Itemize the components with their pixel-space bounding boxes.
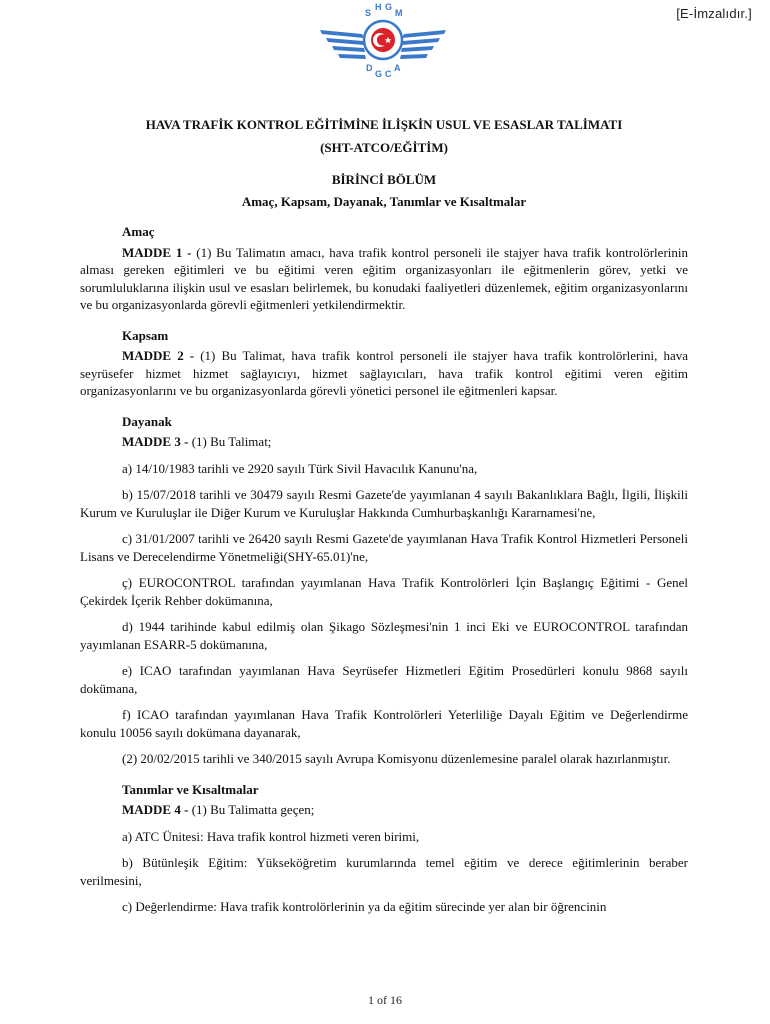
article-4 — [80, 801, 688, 819]
article-3-item: c) 31/01/2007 tarihli ve 26420 sayılı Resmi Gazete'de yayımlanan Hava Trafik Kontrol Hizmetleri Personeli Lisans ve Derecelendirme Yönetmeliği(SHY-65.01)'ne, — [80, 531, 688, 564]
logo-letter: H — [375, 2, 382, 12]
logo-letter: G — [375, 69, 383, 79]
article-3-item: e) ICAO tarafından yayımlanan Hava Seyrüsefer Hizmetleri Eğitim Prosedürleri konulu 9868 sayılı dokümana, — [80, 663, 688, 696]
page-number: 1 of 16 — [368, 993, 402, 1007]
logo-letter: A — [394, 63, 401, 73]
document-body — [80, 116, 688, 916]
shgm-dgca-logo — [318, 2, 448, 84]
article-2-text: (1) Bu Talimat, hava trafik kontrol personeli ile stajyer hava trafik kontrolörlerini, hava seyrüsefer hizmet hizmet sağlayıcıyı, hizmet sağlayıcıları, hava trafik kontrol eğitimi veren eğitim organizasyonlarını ve bu organizasyonlarda görevli yönetici personel ile eğitmenleri kapsar. — [80, 348, 688, 398]
article-2 — [80, 347, 688, 400]
logo-letter: S — [365, 8, 372, 18]
heading-tanimlar: Tanımlar ve Kısaltmalar — [122, 781, 259, 797]
article-3-text: (1) Bu Talimat; — [188, 434, 272, 449]
section-subtitle: Amaç, Kapsam, Dayanak, Tanımlar ve Kısaltmalar — [241, 193, 527, 209]
logo-letter: D — [366, 63, 373, 73]
article-1 — [80, 244, 688, 314]
article-4-item: b) Bütünleşik Eğitim: Yükseköğretim kurumlarında temel eğitim ve derece eğitimlerinin beraber verilmesini, — [80, 855, 688, 888]
article-1-label: MADDE 1 - — [122, 244, 192, 260]
logo-letter: C — [385, 69, 392, 79]
e-signature-stamp: [E-İmzalıdır.] — [676, 6, 752, 21]
article-3-item: d) 1944 tarihinde kabul edilmiş olan Şikago Sözleşmesi'nin 1 inci Eki ve EUROCONTROL tarafından yayımlanan ESARR-5 dokümanına, — [80, 619, 688, 652]
article-2-label: MADDE 2 - — [122, 348, 195, 363]
article-3-item: ç) EUROCONTROL tarafından yayımlanan Hava Trafik Kontrolörleri İçin Başlangıç Eğitimi - Genel Çekirdek İçerik Rehber dokümanına, — [80, 575, 688, 608]
article-3-item: a) 14/10/1983 tarihli ve 2920 sayılı Türk Sivil Havacılık Kanunu'na, — [122, 460, 478, 476]
logo-letter: M — [395, 8, 403, 18]
article-1-text: (1) Bu Talimatın amacı, hava trafik kontrol personeli ile stajyer hava trafik kontrolörlerinin alması gereken eğitimleri ve bu eğitimi veren eğitim organizasyonları ile eğitmenlerin görev, yetki ve sorumluluklarına ilişkin usul ve esasları belirlemek, bu konudaki faaliyetleri düzenlemek, eğitim organizasyonlarını ve bu organizasyonlarda görevli eğitmenleri yetkilendirmektir. — [80, 244, 688, 312]
article-4-item: a) ATC Ünitesi: Hava trafik kontrol hizmeti veren birimi, — [122, 828, 420, 844]
article-3-item: b) 15/07/2018 tarihli ve 30479 sayılı Resmi Gazete'de yayımlanan 4 sayılı Bakanlıklara Bağlı, İlgili, İlişkili Kurum ve Kuruluşlar ile Diğer Kurum ve Kuruluşlar Hakkında Cumhurbaşkanlığı Kararnamesi'ne, — [80, 487, 688, 520]
article-4-text: (1) Bu Talimatta geçen; — [188, 802, 315, 817]
article-3-item: f) ICAO tarafından yayımlanan Hava Trafik Kontrolörleri Yeterliliğe Dayalı Eğitim ve Değerlendirme konulu 10056 sayılı dokümana dayanarak, — [80, 707, 688, 740]
article-3-label: MADDE 3 - — [122, 434, 189, 449]
article-4-item: c) Değerlendirme: Hava trafik kontrolörlerinin ya da eğitim sürecinde yer alan bir öğrencinin — [122, 899, 607, 914]
document-title: HAVA TRAFİK KONTROL EĞİTİMİNE İLİŞKİN USUL VE ESASLAR TALİMATI — [145, 117, 623, 132]
article-4-label: MADDE 4 - — [122, 802, 189, 817]
article-3 — [80, 433, 688, 451]
section-title: BİRİNCİ BÖLÜM — [331, 172, 437, 187]
heading-kapsam: Kapsam — [122, 327, 169, 343]
heading-amac: Amaç — [122, 224, 155, 239]
article-3-item: (2) 20/02/2015 tarihli ve 340/2015 sayılı Avrupa Komisyonu düzenlemesine paralel olarak hazırlanmıştır. — [122, 751, 671, 766]
document-code: (SHT-ATCO/EĞİTİM) — [320, 139, 448, 155]
logo-letter: G — [385, 2, 393, 12]
heading-dayanak: Dayanak — [122, 413, 172, 429]
